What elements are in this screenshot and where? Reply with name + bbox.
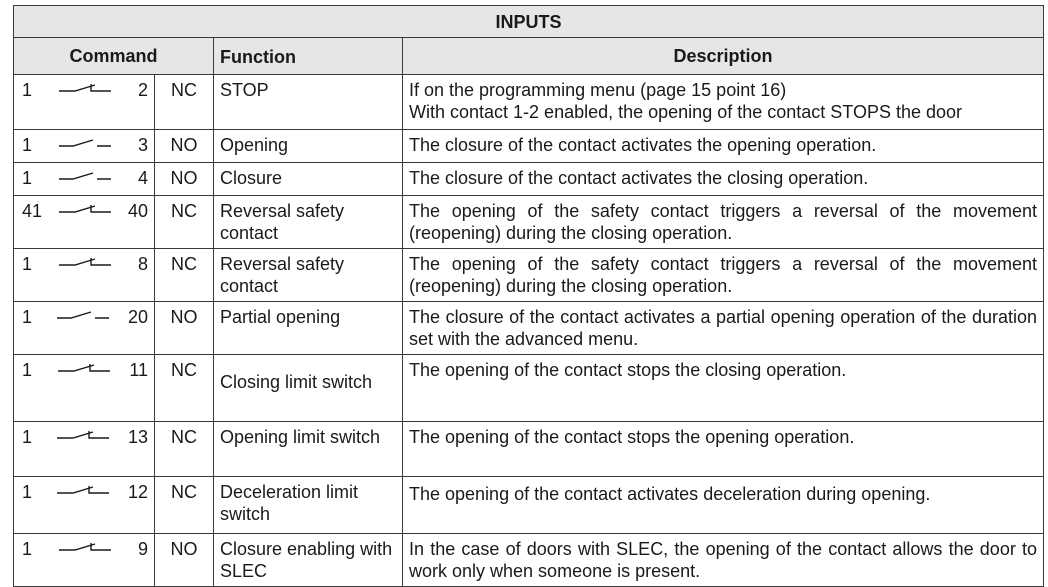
function-cell: Partial opening <box>214 302 403 355</box>
terminal-to: 13 <box>127 427 148 447</box>
description-cell: The closure of the contact activates a partial opening operation of the duration set with the advanced menu. <box>403 302 1044 355</box>
terminal-from: 1 <box>22 360 33 380</box>
terminal-to: 4 <box>137 168 148 188</box>
terminal-to: 8 <box>137 254 148 274</box>
terminal-to: 20 <box>127 307 148 327</box>
contact-type: NC <box>155 196 214 249</box>
terminal-from: 1 <box>22 427 33 447</box>
inputs-table-container <box>13 5 1043 587</box>
table-row <box>14 355 1044 422</box>
terminal-from: 1 <box>22 482 33 502</box>
terminal-from: 1 <box>22 135 33 155</box>
nc-contact-icon <box>56 359 112 375</box>
table-row <box>14 249 1044 302</box>
terminal-to: 2 <box>137 80 148 100</box>
contact-type: NO <box>155 534 214 587</box>
description-cell <box>403 75 1044 130</box>
contact-type: NO <box>155 130 214 163</box>
command-cell <box>14 196 155 249</box>
function-cell: STOP <box>214 75 403 130</box>
table-row <box>14 163 1044 196</box>
terminal-to: 11 <box>129 360 148 380</box>
contact-type: NC <box>155 355 214 422</box>
table-row <box>14 534 1044 587</box>
command-cell <box>14 422 155 477</box>
no-contact-icon <box>55 306 111 322</box>
terminal-from: 1 <box>22 539 33 559</box>
terminal-from: 41 <box>22 201 43 221</box>
nc-contact-icon <box>57 253 113 269</box>
terminal-from: 1 <box>22 80 33 100</box>
description-cell: The opening of the contact activates deceleration during opening. <box>403 477 1044 534</box>
function-cell: Closing limit switch <box>214 355 403 422</box>
function-cell: Closure enabling with SLEC <box>214 534 403 587</box>
nc-contact-icon <box>57 79 113 95</box>
command-cell <box>14 477 155 534</box>
table-row <box>14 422 1044 477</box>
terminal-to: 3 <box>137 135 148 155</box>
terminal-from: 1 <box>22 254 33 274</box>
inputs-table <box>13 5 1044 587</box>
description-line: If on the programming menu (page 15 point 16) <box>409 80 787 100</box>
function-cell: Reversal safety contact <box>214 249 403 302</box>
function-cell: Opening limit switch <box>214 422 403 477</box>
contact-type: NC <box>155 477 214 534</box>
description-cell: The closure of the contact activates the opening operation. <box>403 130 1044 163</box>
function-cell: Opening <box>214 130 403 163</box>
command-cell <box>14 355 155 422</box>
command-cell <box>14 534 155 587</box>
description-cell: The opening of the safety contact triggers a reversal of the movement (reopening) during the closing operation. <box>403 196 1044 249</box>
command-cell <box>14 249 155 302</box>
command-cell <box>14 75 155 130</box>
function-cell: Deceleration limit switch <box>214 477 403 534</box>
table-row <box>14 302 1044 355</box>
table-title: INPUTS <box>14 6 1044 38</box>
description-header: Description <box>403 38 1044 75</box>
command-header: Command <box>14 38 214 75</box>
no-contact-icon <box>57 167 113 183</box>
description-cell: The opening of the safety contact triggers a reversal of the movement (reopening) during the closing operation. <box>403 249 1044 302</box>
terminal-to: 40 <box>127 201 148 221</box>
table-row <box>14 130 1044 163</box>
contact-type: NC <box>155 75 214 130</box>
nc-contact-icon <box>55 481 111 497</box>
table-row <box>14 477 1044 534</box>
command-cell <box>14 163 155 196</box>
terminal-to: 12 <box>127 482 148 502</box>
contact-type: NC <box>155 249 214 302</box>
function-cell: Closure <box>214 163 403 196</box>
nc-contact-icon <box>57 538 113 554</box>
contact-type: NO <box>155 163 214 196</box>
terminal-from: 1 <box>22 168 33 188</box>
no-contact-icon <box>57 134 113 150</box>
command-cell <box>14 302 155 355</box>
description-cell: In the case of doors with SLEC, the opening of the contact allows the door to work only when someone is present. <box>403 534 1044 587</box>
nc-contact-icon <box>57 200 113 216</box>
nc-contact-icon <box>55 426 111 442</box>
description-cell: The opening of the contact stops the opening operation. <box>403 422 1044 477</box>
table-row <box>14 75 1044 130</box>
terminal-to: 9 <box>137 539 148 559</box>
contact-type: NO <box>155 302 214 355</box>
terminal-from: 1 <box>22 307 33 327</box>
table-row <box>14 196 1044 249</box>
description-cell: The closure of the contact activates the closing operation. <box>403 163 1044 196</box>
function-cell: Reversal safety contact <box>214 196 403 249</box>
description-line: With contact 1-2 enabled, the opening of the contact STOPS the door <box>409 102 963 122</box>
command-cell <box>14 130 155 163</box>
contact-type: NC <box>155 422 214 477</box>
function-header: Function <box>214 38 403 75</box>
description-cell: The opening of the contact stops the closing operation. <box>403 355 1044 422</box>
